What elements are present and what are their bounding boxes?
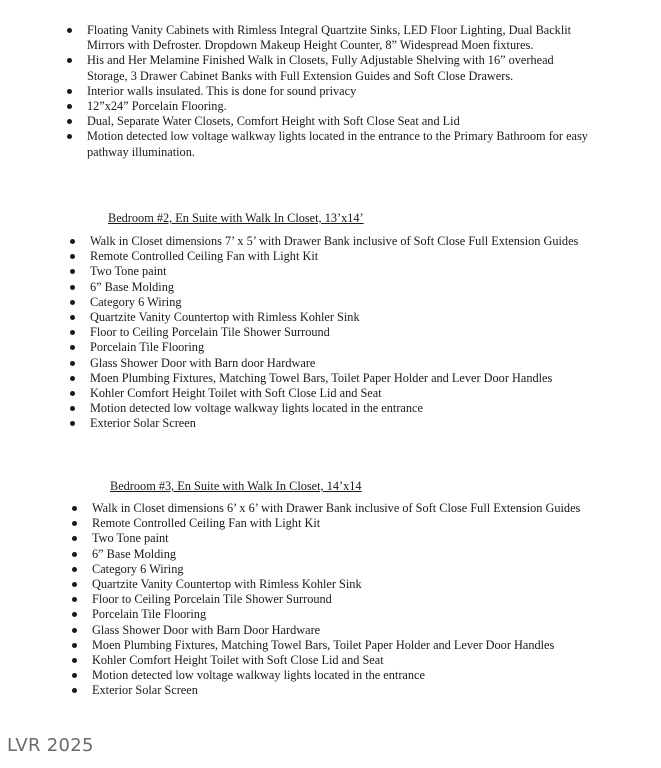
list-item-text: Glass Shower Door with Barn door Hardware — [90, 355, 316, 370]
list-item-text: Two Tone paint — [90, 264, 167, 279]
list-item-text: Glass Shower Door with Barn Door Hardware — [92, 622, 321, 637]
list-item-text: Category 6 Wiring — [92, 561, 184, 576]
bedroom-2-feature-list — [70, 234, 590, 432]
list-item-text: Category 6 Wiring — [90, 294, 182, 309]
list-item-text: Motion detected low voltage walkway lights located in the entrance — [92, 668, 425, 683]
bullet-icon — [70, 269, 75, 274]
list-item — [72, 592, 592, 607]
list-item-text: Quartzite Vanity Countertop with Rimless Kohler Sink — [90, 310, 360, 325]
bullet-icon — [72, 567, 77, 572]
list-item — [67, 84, 597, 99]
watermark: LVR 2025 — [7, 735, 94, 756]
list-item-text: Motion detected low voltage walkway lights located in the entrance to the Primary Bathroom for easy pathway illumination. — [87, 129, 588, 159]
list-item — [70, 280, 590, 295]
list-item-text: 6” Base Molding — [92, 546, 177, 561]
bullet-icon — [70, 239, 75, 244]
list-item-text: Two Tone paint — [92, 531, 169, 546]
list-item-text: Exterior Solar Screen — [92, 683, 198, 698]
list-item-text: Walk in Closet dimensions 7’ x 5’ with Drawer Bank inclusive of Soft Close Full Extension Guides — [90, 234, 579, 248]
bullet-icon — [67, 119, 72, 124]
bullet-icon — [72, 521, 77, 526]
bedroom-3-heading: Bedroom #3, En Suite with Walk In Closet, 14’x14 — [110, 479, 362, 493]
bullet-icon — [70, 345, 75, 350]
bullet-icon — [67, 28, 72, 33]
list-item — [70, 356, 590, 371]
bullet-icon — [72, 643, 77, 648]
bullet-icon — [72, 506, 77, 511]
bullet-icon — [67, 104, 72, 109]
bullet-icon — [72, 582, 77, 587]
bullet-icon — [67, 134, 72, 139]
bullet-icon — [72, 628, 77, 633]
list-item — [72, 577, 592, 592]
list-item — [67, 53, 597, 83]
list-item-text: Kohler Comfort Height Toilet with Soft Close Lid and Seat — [92, 653, 384, 668]
list-item-text: Remote Controlled Ceiling Fan with Light Kit — [92, 516, 321, 531]
list-item-text: Walk in Closet dimensions 6’ x 6’ with Drawer Bank inclusive of Soft Close Full Extension Guides — [92, 501, 581, 515]
bullet-icon — [67, 58, 72, 63]
bullet-icon — [72, 552, 77, 557]
list-item-text: Interior walls insulated. This is done for sound privacy — [87, 83, 357, 98]
list-item-text: 12”x24” Porcelain Flooring. — [87, 99, 227, 114]
bedroom-3-feature-list — [72, 501, 592, 699]
list-item-text: Floor to Ceiling Porcelain Tile Shower Surround — [90, 325, 330, 340]
list-item — [72, 638, 592, 653]
list-item-text: 6” Base Molding — [90, 279, 175, 294]
list-item — [72, 668, 592, 683]
list-item — [72, 547, 592, 562]
list-item — [72, 562, 592, 577]
list-item-text: Remote Controlled Ceiling Fan with Light Kit — [90, 249, 319, 264]
list-item — [70, 310, 590, 325]
list-item-text: Motion detected low voltage walkway lights located in the entrance — [90, 401, 423, 416]
list-item-text: His and Her Melamine Finished Walk in Closets, Fully Adjustable Shelving with 16” overhead Storage, 3 Drawer Cabinet Banks with Full Extension Guides and Soft Close Drawers. — [87, 53, 554, 83]
primary-bathroom-feature-list — [67, 23, 597, 160]
list-item — [72, 501, 592, 516]
list-item — [72, 623, 592, 638]
list-item — [70, 401, 590, 416]
list-item — [70, 295, 590, 310]
list-item-text: Dual, Separate Water Closets, Comfort Height with Soft Close Seat and Lid — [87, 114, 460, 129]
bullet-icon — [72, 536, 77, 541]
list-item — [70, 386, 590, 401]
list-item-text: Kohler Comfort Height Toilet with Soft Close Lid and Seat — [90, 386, 382, 401]
bullet-icon — [70, 315, 75, 320]
list-item — [72, 683, 592, 698]
list-item — [67, 114, 597, 129]
bullet-icon — [70, 376, 75, 381]
bullet-icon — [70, 300, 75, 305]
bullet-icon — [67, 89, 72, 94]
bullet-icon — [72, 673, 77, 678]
list-item-text: Porcelain Tile Flooring — [92, 607, 207, 622]
bullet-icon — [72, 597, 77, 602]
list-item-text: Moen Plumbing Fixtures, Matching Towel Bars, Toilet Paper Holder and Lever Door Handles — [90, 370, 553, 385]
bullet-icon — [70, 406, 75, 411]
bullet-icon — [70, 330, 75, 335]
bullet-icon — [70, 361, 75, 366]
list-item — [70, 249, 590, 264]
bullet-icon — [72, 612, 77, 617]
list-item-text: Floor to Ceiling Porcelain Tile Shower Surround — [92, 592, 332, 607]
bullet-icon — [72, 688, 77, 693]
list-item-text: Floating Vanity Cabinets with Rimless Integral Quartzite Sinks, LED Floor Lighting, Dual Backlit Mirrors with Defroster. Dropdown Makeup Height Counter, 8” Widespread Moen fixtures. — [87, 23, 572, 53]
list-item — [70, 325, 590, 340]
list-item-text: Moen Plumbing Fixtures, Matching Towel Bars, Toilet Paper Holder and Lever Door Handles — [92, 637, 555, 652]
bullet-icon — [70, 391, 75, 396]
list-item — [72, 653, 592, 668]
bullet-icon — [70, 421, 75, 426]
bedroom-2-heading: Bedroom #2, En Suite with Walk In Closet, 13’x14’ — [108, 211, 364, 225]
list-item — [70, 234, 590, 249]
list-item-text: Porcelain Tile Flooring — [90, 340, 205, 355]
list-item-text: Quartzite Vanity Countertop with Rimless Kohler Sink — [92, 577, 362, 592]
list-item — [67, 99, 597, 114]
list-item — [72, 531, 592, 546]
list-item — [67, 129, 597, 159]
list-item — [70, 340, 590, 355]
list-item-text: Exterior Solar Screen — [90, 416, 196, 431]
list-item — [70, 416, 590, 431]
bullet-icon — [72, 658, 77, 663]
list-item — [72, 607, 592, 622]
list-item — [70, 264, 590, 279]
list-item — [70, 371, 590, 386]
bullet-icon — [70, 285, 75, 290]
list-item — [72, 516, 592, 531]
bullet-icon — [70, 254, 75, 259]
list-item — [67, 23, 597, 53]
